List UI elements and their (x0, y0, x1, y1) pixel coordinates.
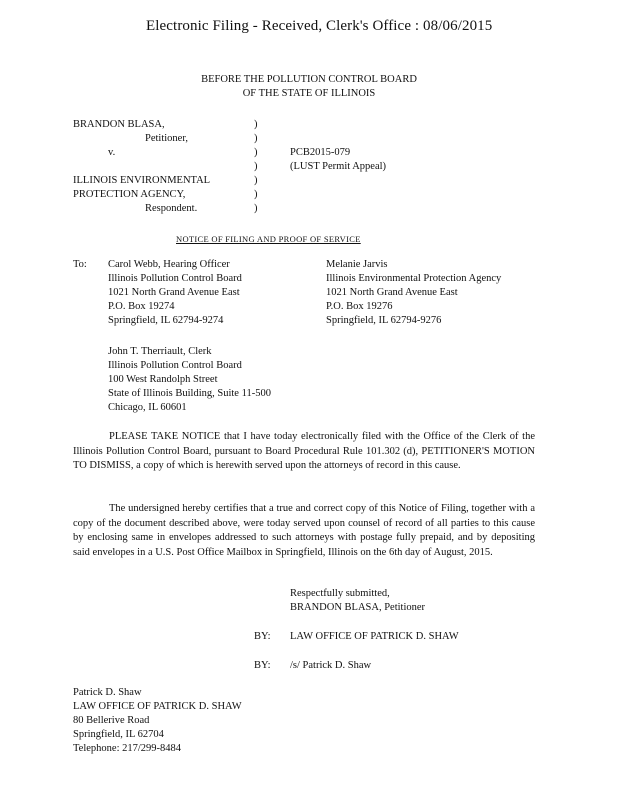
recipient-line: Carol Webb, Hearing Officer (108, 259, 230, 270)
recipient-line: 1021 North Grand Avenue East (108, 287, 240, 298)
respectfully-submitted: Respectfully submitted, (290, 588, 390, 599)
petitioner-role: Petitioner, (145, 133, 189, 144)
recipient-line: 1021 North Grand Avenue East (326, 287, 458, 298)
recipient-line: John T. Therriault, Clerk (108, 346, 212, 357)
attorney-line: Telephone: 217/299-8484 (73, 743, 182, 754)
caption-paren: ) (254, 147, 258, 158)
caption-paren: ) (254, 175, 258, 186)
recipient-line: Illinois Environmental Protection Agency (326, 273, 502, 284)
petitioner-name: BRANDON BLASA, (73, 119, 165, 130)
recipient-line: Springfield, IL 62794-9274 (108, 315, 224, 326)
recipient-line: Illinois Pollution Control Board (108, 360, 242, 371)
recipient-line: Springfield, IL 62794-9276 (326, 315, 442, 326)
law-firm-signature: LAW OFFICE OF PATRICK D. SHAW (290, 631, 459, 642)
notice-title: NOTICE OF FILING AND PROOF OF SERVICE (176, 234, 361, 244)
recipient-line: Illinois Pollution Control Board (108, 273, 242, 284)
recipient-block-jarvis (326, 258, 501, 328)
attorney-line: Springfield, IL 62704 (73, 729, 164, 740)
case-type: (LUST Permit Appeal) (290, 161, 387, 172)
board-heading-line1: BEFORE THE POLLUTION CONTROL BOARD (201, 74, 417, 85)
by-label: BY: (254, 631, 271, 642)
attorney-line: 80 Bellerive Road (73, 715, 150, 726)
electronic-signature: /s/ Patrick D. Shaw (290, 660, 372, 671)
recipient-block-therriault (108, 345, 271, 415)
notice-paragraph: PLEASE TAKE NOTICE that I have today electronically filed with the Office of the Clerk of the Illinois Pollution Control Board, pursuant to Board Procedural Rule 101.302 (d), PETITIONER'S MOTION TO DISMISS, a copy of which is herewith served upon the attorneys of record in this cause. (73, 431, 535, 471)
caption-paren: ) (254, 203, 258, 214)
respondent-name-line1: ILLINOIS ENVIRONMENTAL (73, 175, 211, 186)
caption-paren: ) (254, 119, 258, 130)
recipient-line: Melanie Jarvis (326, 259, 388, 270)
to-label: To: (73, 259, 87, 270)
attorney-line: LAW OFFICE OF PATRICK D. SHAW (73, 701, 242, 712)
recipient-line: State of Illinois Building, Suite 11-500 (108, 388, 271, 399)
respondent-name-line2: PROTECTION AGENCY, (73, 189, 186, 200)
certification-paragraph: The undersigned hereby certifies that a true and correct copy of this Notice of Filing, together with a copy of the document described above, were today served upon counsel of record of all parties to this cause by enclosing same in envelopes addressed to such attorneys with postage fully prepaid, and by depositing said envelopes in a U.S. Post Office Mailbox in Springfield, Illinois on the 6th day of August, 2015. (73, 503, 535, 558)
versus: v. (108, 147, 116, 158)
caption-paren: ) (254, 133, 258, 144)
recipient-line: Chicago, IL 60601 (108, 402, 187, 413)
case-number: PCB2015-079 (290, 147, 351, 158)
attorney-line: Patrick D. Shaw (73, 687, 142, 698)
recipient-block-webb (108, 258, 242, 328)
recipient-line: 100 West Randolph Street (108, 374, 218, 385)
board-heading-line2: OF THE STATE OF ILLINOIS (242, 88, 376, 99)
attorney-contact-block (73, 686, 242, 756)
recipient-line: P.O. Box 19276 (326, 301, 393, 312)
caption-paren: ) (254, 161, 258, 172)
recipient-line: P.O. Box 19274 (108, 301, 175, 312)
signing-party: BRANDON BLASA, Petitioner (290, 602, 426, 613)
respondent-role: Respondent. (145, 203, 198, 214)
filing-stamp: Electronic Filing - Received, Clerk's Office : 08/06/2015 (146, 18, 493, 34)
caption-paren: ) (254, 189, 258, 200)
by-label: BY: (254, 660, 271, 671)
